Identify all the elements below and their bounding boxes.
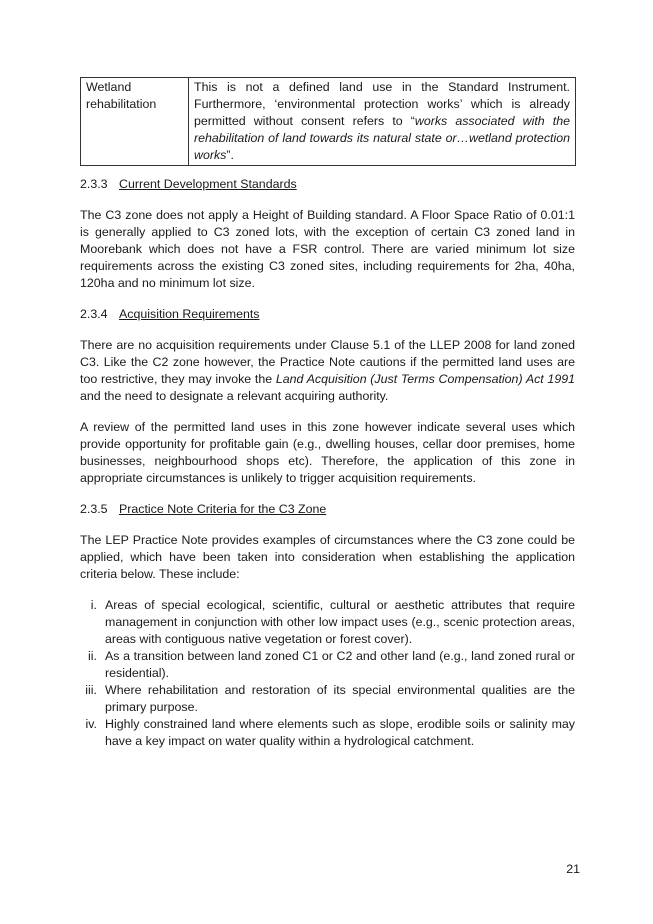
paragraph-practice-note-intro: The LEP Practice Note provides examples of circumstances where the C3 zone could be applied, which have been taken into consideration when establishing the application criteria below. These include: (80, 533, 575, 581)
criteria-list (80, 597, 575, 750)
list-item: iii. Where rehabilitation and restoration of its special environmental qualities are the primary purpose. (85, 683, 575, 714)
list-item: ii. As a transition between land zoned C1 or C2 and other land (e.g., land zoned rural or residential). (88, 649, 575, 680)
section-heading-2-3-3: 2.3.3 Current Development Standards (80, 177, 297, 191)
document-page (80, 77, 575, 750)
land-use-table (80, 77, 576, 166)
paragraph-development-standards: The C3 zone does not apply a Height of Building standard. A Floor Space Ratio of 0.01:1 is generally applied to C3 zoned lots, with the exception of certain C3 zoned land in Moorebank which does not have a FSR control. There are varied minimum lot size requirements across the existing C3 zoned sites, including requirements for 2ha, 40ha, 120ha and no minimum lot size. (80, 208, 575, 290)
table-row (81, 78, 576, 166)
paragraph-acquisition-2: A review of the permitted land uses in this zone however indicate several uses which provide opportunity for profitable gain (e.g., dwelling houses, cellar door premises, home businesses, neighbourhood shops etc). Therefore, the application of this zone in appropriate circumstances is unlikely to trigger acquisition requirements. (80, 420, 575, 485)
land-use-term: Wetland rehabilitation (81, 78, 189, 166)
list-item: iv. Highly constrained land where elements such as slope, erodible soils or salinity may have a key impact on water quality within a hydrological catchment. (85, 717, 575, 748)
section-heading-2-3-5: 2.3.5 Practice Note Criteria for the C3 Zone (80, 502, 327, 516)
section-heading-2-3-4: 2.3.4 Acquisition Requirements (80, 307, 260, 321)
land-use-description: This is not a defined land use in the Standard Instrument. Furthermore, ‘environmental protection works’ which is already permitted without consent refers to “works associated with the rehabilitation of land towards its natural state or…wetland protection works”. (189, 78, 576, 166)
page-number: 21 (566, 862, 580, 876)
paragraph-acquisition-1: There are no acquisition requirements under Clause 5.1 of the LLEP 2008 for land zoned C3. Like the C2 zone however, the Practice Note cautions if the permitted land uses are too restrictive, they may invoke the Land Acquisition (Just Terms Compensation) Act 1991 and the need to designate a relevant acquiring authority. (80, 338, 576, 403)
list-item: i. Areas of special ecological, scientific, cultural or aesthetic attributes that require management in conjunction with other low impact uses (e.g., scenic protection areas, areas with contiguous native vegetation or forest cover). (90, 598, 575, 646)
